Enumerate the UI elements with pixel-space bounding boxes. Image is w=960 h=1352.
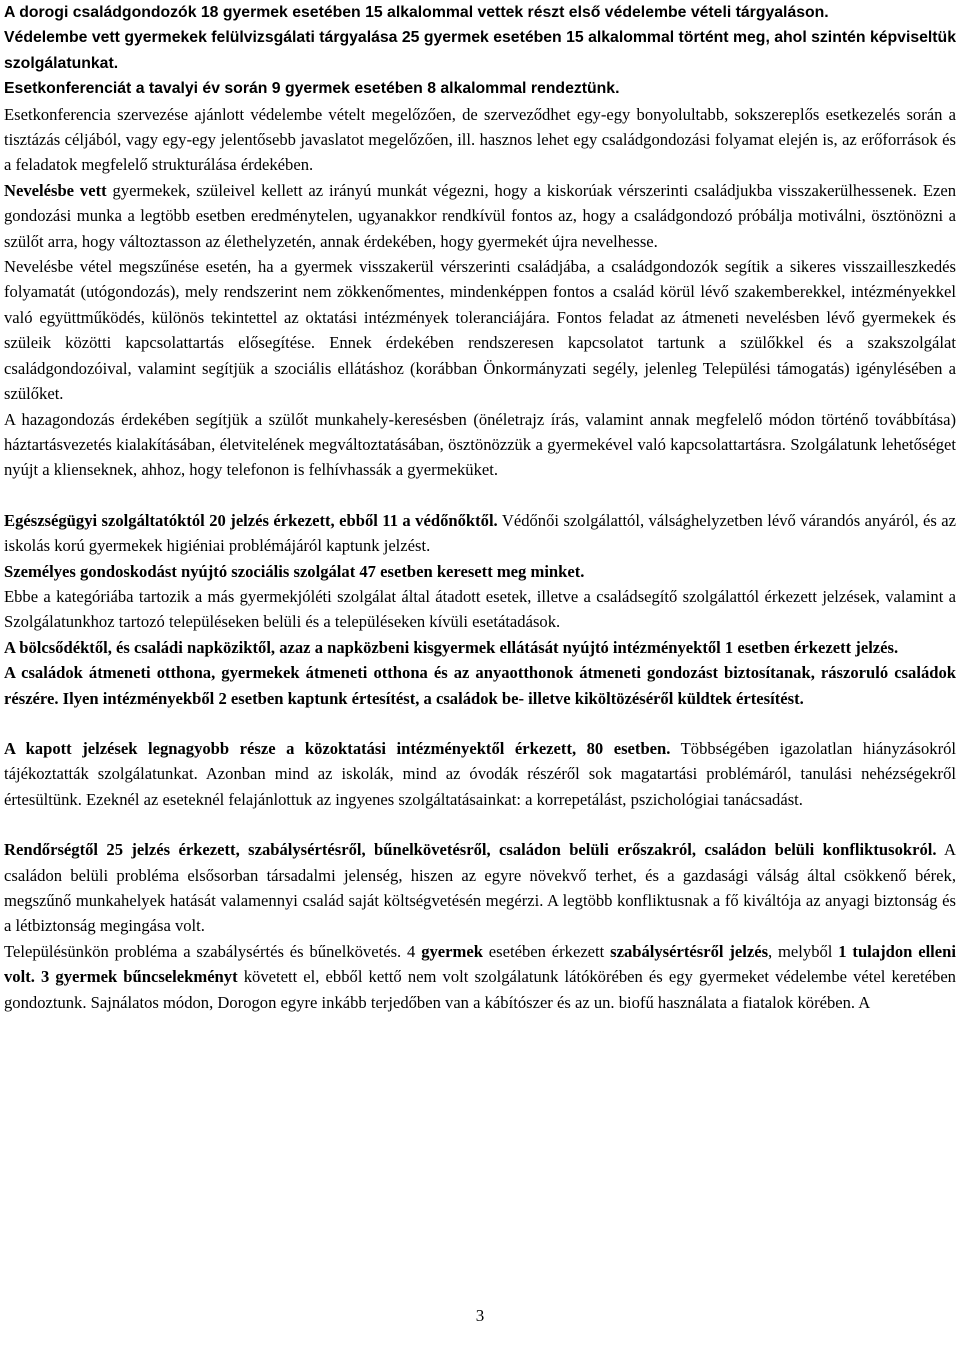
bold-text-run: Rendőrségtől 25 jelzés érkezett, szabálysértésről, bűnelkövetésről, családon belüli erőszakról, családon belüli konfliktusokról. (4, 840, 937, 860)
text-run: Nevelésbe vétel megszűnése esetén, ha a gyermek visszakerül vérszerinti családjába, a családgondozók segítik a sikeres visszailleszkedés folyamatát (utógondozás), mely rendszerint nem zökkenőmentes, mindenképpen fontos a család körül lévő szakemberekkel, intézményekkel való együttműködés, különös tekintettel az oktatási intézmények toleranciájára. Fontos feladat az átmeneti nevelésben lévő gyermekek és szüleik közötti kapcsolattartás elősegítése. Ennek érdekében rendszeresen kapcsolatot tartunk a szülőkkel és a szakszolgálat családgondozóival, valamint segítjük a szociális ellátáshoz (korábban Önkormányzati segély, jelenleg Települési támogatás) igénylésében a szülőket. (4, 257, 956, 404)
page-number: 3 (475, 1306, 485, 1325)
bold-text-run: A bölcsődéktől, és családi napköziktől, azaz a napközbeni kisgyermek ellátását nyújtó intézményektől 1 esetben érkezett jelzés. (4, 637, 899, 657)
bold-text-run: szabálysértésről jelzés (610, 941, 769, 961)
bold-text-run: A kapott jelzések legnagyobb része a közoktatási intézményektől érkezett, 80 esetben. (4, 738, 671, 758)
bold-text-run: gyermek (421, 941, 483, 961)
text-run: A hazagondozás érdekében segítjük a szülőt munkahely-keresésben (önéletrajz írás, valamint annak megfelelő módon történő továbbítása) háztartásvezetés kialakításában, életvitelének megváltoztatásában, ösztönözzük a gyermekével való kapcsolattartásra. Szolgálatunk lehetőséget nyújt a klienseknek, ahhoz, hogy telefonon is felhívhassák a gyermeküket. (4, 409, 956, 480)
text-run: gyermekek, szüleivel kellett az irányú munkát végezni, hogy a kiskorúak vérszerinti családjukba visszakerülhessenek. Ezen gondozási munka a legtöbb esetben eredménytelen, ugyanakkor rendkívül fontos az, hogy a családgondozó próbálja motiválni, ösztönözni a szülőt arra, hogy változtasson az élethelyzetén, annak érdekében, hogy gyermekét újra nevelhesse. (4, 180, 956, 251)
paragraph (4, 254, 956, 406)
document-body (4, 0, 956, 1015)
bold-text-run: Személyes gondoskodást nyújtó szociális szolgálat 47 esetben keresett meg minket. (4, 561, 585, 581)
paragraph (4, 837, 956, 939)
paragraph (4, 660, 956, 711)
paragraph (4, 407, 956, 483)
text-run: Többségében igazolatlan hiányzásokról tájékoztatták szolgálatunkat. Azonban mind az iskolák, mind az óvodák részéről sok magatartási problémáról, tanulási nehézségekről értesültünk. Ezeknél az eseteknél felajánlottuk az ingyenes szolgáltatásainkat: a korrepetálást, pszichológiai tanácsadást. (4, 738, 956, 809)
text-run: , melyből (768, 941, 839, 961)
text-run: Védőnői szolgálattól, válsághelyzetben lévő várandós anyáról, és az iskolás korú gyermekek higiéniai problémájáról kaptunk jelzést. (4, 510, 956, 556)
paragraph (4, 76, 956, 101)
bold-text-run: Nevelésbe vett (4, 180, 107, 200)
text-run: Esetkonferencia szervezése ajánlott védelembe vételt megelőzően, de szerveződhet egy-egy bonyolultabb, sokszereplős esetkezelés során a tisztázás céljából, vagy egy-egy jelentősebb javaslatot megelőzően, ill. hasznos lehet egy családgondozási folyamat elején is, az erőforrások és a feladatok megfelelő strukturálása érdekében. (4, 104, 956, 175)
paragraph (4, 584, 956, 635)
paragraph-spacer (4, 812, 956, 837)
bold-text-run: A családok átmeneti otthona, gyermekek átmeneti otthona és az anyaotthonok átmeneti gondozást biztosítanak, rászoruló családok részére. Ilyen intézményekből 2 esetben kaptunk értesítést, a családok be- illetve kiköltözéséről küldtek értesítést. (4, 663, 956, 708)
paragraph (4, 939, 956, 1015)
bold-text-run: Védelembe vett gyermekek felülvizsgálati tárgyalása 25 gyermek esetében 15 alkalommal történt meg, ahol szintén képviseltük szolgálatunkat. (4, 29, 956, 72)
bold-text-run: A dorogi családgondozók 18 gyermek esetében 15 alkalommal vettek részt első védelembe vételi tárgyaláson. (4, 4, 829, 21)
text-run: követett el, ebből kettő nem volt szolgálatunk látókörében és egy gyermeket védelembe vétel keretében gondoztunk. Sajnálatos módon, Dorogon egyre inkább terjedőben van a kábítószer és az un. biofű használata a fiatalok körében. A (4, 967, 956, 1012)
paragraph (4, 25, 956, 76)
text-run: Ebbe a kategóriába tartozik a más gyermekjóléti szolgálat által átadott esetek, illetve a családsegítő szolgálattól érkezett jelzések, valamint a Szolgálatunkhoz tartozó településeken belüli és a településeken kívüli esetátadások. (4, 586, 956, 632)
text-run: A családon belüli probléma elsősorban társadalmi jelenség, hiszen az egyre növekvő terhet, és a gazdasági válság által csökkenő bérek, megszűnő munkahelyek hatását valamennyi család saját költségvetésén megérzi. A legtöbb konfliktusnak a fő kiváltója az anyagi biztonság és a létbiztonság megingása volt. (4, 840, 957, 936)
paragraph-spacer (4, 711, 956, 736)
paragraph (4, 736, 956, 812)
bold-text-run: Esetkonferenciát a tavalyi év során 9 gyermek esetében 8 alkalommal rendeztünk. (4, 80, 620, 98)
text-run: esetében érkezett (482, 941, 611, 961)
paragraph (4, 178, 956, 254)
paragraph (4, 635, 956, 660)
bold-text-run: Egészségügyi szolgáltatóktól 20 jelzés érkezett, ebből 11 a védőnőktől. (4, 510, 498, 530)
bold-text-run: 1 tulajdon elleni volt. 3 gyermek bűncselekményt (4, 941, 956, 987)
paragraph-spacer (4, 483, 956, 508)
paragraph (4, 0, 956, 25)
paragraph (4, 559, 956, 584)
paragraph (4, 102, 956, 178)
text-run: Településünkön probléma a szabálysértés és bűnelkövetés. 4 (4, 941, 422, 961)
paragraph (4, 508, 956, 559)
